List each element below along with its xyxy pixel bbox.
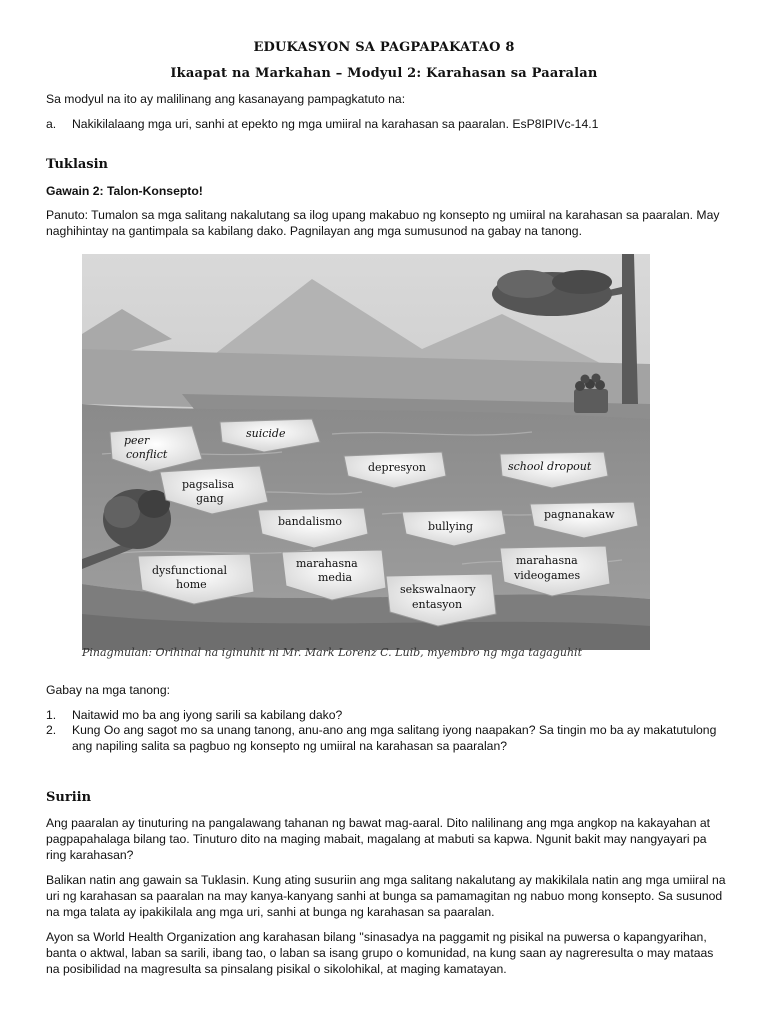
- stone-label: dysfunctional: [152, 564, 228, 577]
- stone-label: entasyon: [412, 598, 463, 611]
- module-subtitle: Ikaapat na Markahan – Modyul 2: Karahasan sa Paaralan: [170, 66, 598, 81]
- stone-label: pagsalisa: [182, 478, 235, 491]
- stone-label: school dropout: [508, 460, 592, 473]
- stone-label: sekswalnaory: [400, 583, 476, 596]
- objective-marker: a.: [46, 117, 57, 131]
- activity-instructions: Panuto: Tumalon sa mga salitang nakalutang sa ilog upang makabuo ng konsepto ng umiiral na karahasan sa paaralan. May naghihintay na gantimpala sa kabilang dako. Pagnilayan ang mga sumusunod na gabay na tanong.: [46, 208, 720, 238]
- stone-label: peer: [124, 434, 150, 447]
- question-text: Kung Oo ang sagot mo sa unang tanong, anu-ano ang mga salitang iyong naapakan? Sa tingin mo ba ay makatutulong ang napiling salita sa pagbuo ng konsepto ng umiiral na karahasan sa paaralan?: [72, 723, 717, 753]
- stone-label: marahasna: [296, 557, 358, 570]
- suriin-paragraph-3: Ayon sa World Health Organization ang karahasan bilang ''sinasadya na paggamit ng pisikal na puwersa o kapangyarihan, banta o aktwal, laban sa sarili, ibang tao, o laban sa isang grupo o komunidad, na kung saan ay nagreresulta o may mataas na posibilidad na magresulta sa pinsalang pisikal o sikolohikal, at maging kamatayan.: [46, 930, 714, 976]
- objective-text: Nakikilalaang mga uri, sanhi at epekto ng mga umiiral na karahasan sa paaralan. EsP8IPIVc-14.1: [72, 117, 599, 131]
- illustration-svg: [82, 254, 650, 650]
- stone-label: marahasna: [516, 554, 578, 567]
- suriin-paragraph-1: Ang paaralan ay tinuturing na pangalawang tahanan ng bawat mag-aaral. Dito nalilinang ang mga angkop na kakayahan at pagpapahalaga bilang tao. Tinuturo dito na maging mabait, magalang at mabuti sa kapwa. Ngunit bakit may nangyayari pa ring karahasan?: [46, 816, 711, 862]
- stone-label: media: [318, 571, 353, 584]
- stone-label: pagnanakaw: [544, 508, 615, 521]
- stone-label: conflict: [126, 448, 168, 461]
- river-stepping-stones-illustration: [82, 254, 650, 650]
- figure-caption: Pinagmulan: Orihinal na iginuhit ni Mr. Mark Lorenz C. Luib, myembro ng mga tagaguhit: [82, 646, 583, 659]
- stone-label: home: [176, 578, 207, 591]
- suriin-heading: Suriin: [46, 790, 92, 805]
- tuklasin-heading: Tuklasin: [46, 157, 109, 172]
- stone-label: suicide: [246, 427, 286, 440]
- activity-title: Gawain 2: Talon-Konsepto!: [46, 184, 203, 198]
- document-title: EDUKASYON SA PAGPAPAKATAO 8: [253, 40, 515, 55]
- suriin-paragraph-2: Balikan natin ang gawain sa Tuklasin. Kung ating susuriin ang mga salitang nakalutang ay makikilala natin ang mga umiiral na uri ng karahasan sa paaralan na may kanya-kanyang sanhi at bunga sa pamamagitan ng nabuo mong konsepto. Sa susunod na mga talata ay ipakikilala ang mga uri, sanhi at bunga ng karahasan sa paaralan.: [46, 873, 726, 919]
- stone-label: bullying: [428, 520, 474, 533]
- question-number: 2.: [46, 723, 57, 737]
- question-text: Naitawid mo ba ang iyong sarili sa kabilang dako?: [72, 708, 343, 722]
- gabay-label: Gabay na mga tanong:: [46, 683, 170, 697]
- intro-text: Sa modyul na ito ay malilinang ang kasanayang pampagkatuto na:: [46, 92, 406, 106]
- stone-label: depresyon: [368, 461, 426, 474]
- stone-label: videogames: [514, 569, 581, 582]
- stone-label: gang: [196, 492, 224, 505]
- question-number: 1.: [46, 708, 57, 722]
- stone-label: bandalismo: [278, 515, 343, 528]
